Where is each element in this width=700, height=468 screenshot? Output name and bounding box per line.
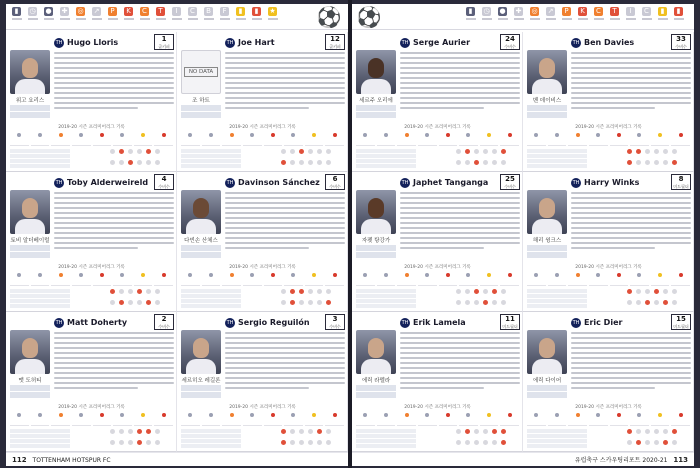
stat-caption: 2019-20 시즌 프리미어리그 기록	[575, 125, 642, 130]
spurs-badge-icon: TH	[55, 39, 63, 46]
squad-number: 11	[505, 315, 515, 323]
player-position: 수비수	[158, 324, 170, 329]
yellow-card-icon: ▮	[656, 7, 669, 22]
assists-icon: ✚	[512, 7, 525, 22]
rating-icon: ★	[266, 7, 279, 22]
spurs-badge-icon: TH	[226, 39, 234, 46]
season-stats	[356, 264, 519, 309]
player-card	[523, 172, 694, 312]
stat-caption: 2019-20 시즌 프리미어리그 기록	[58, 125, 125, 130]
player-korean-name: 에릭 다이어	[532, 378, 562, 384]
player-name: Japhet Tanganga	[413, 178, 489, 187]
squad-number: 12	[330, 35, 340, 43]
player-photo	[181, 190, 221, 234]
career-summary	[356, 385, 396, 399]
player-name: Davinson Sánchez	[238, 178, 320, 187]
player-silhouette-icon: ⚽	[316, 5, 342, 29]
stat-caption: 2019-20 시즌 프리미어리그 기록	[58, 405, 125, 410]
player-position: 미드필더	[673, 184, 689, 189]
player-name: Harry Winks	[584, 178, 640, 187]
player-korean-name: 조 하트	[192, 98, 210, 104]
pass-accuracy-icon: P	[106, 7, 119, 22]
player-korean-name: 벤 데이비스	[532, 98, 562, 104]
squad-number-box	[325, 314, 345, 330]
player-photo	[10, 190, 50, 234]
player-photo	[181, 50, 221, 94]
squad-number: 24	[505, 35, 515, 43]
season-stats	[356, 404, 519, 449]
squad-number-box	[671, 174, 691, 190]
season-stats	[181, 404, 344, 449]
player-position: 미드필더	[673, 324, 689, 329]
spurs-badge-icon: TH	[572, 319, 580, 326]
career-summary	[356, 245, 396, 259]
player-korean-name: 토비 알더베이럴	[10, 238, 50, 244]
stat-caption: 2019-20 시즌 프리미어리그 기록	[229, 125, 296, 130]
player-bio	[54, 52, 174, 112]
right-page-footer	[352, 452, 694, 466]
player-position: 미드필더	[502, 324, 518, 329]
spurs-badge-icon: TH	[401, 319, 409, 326]
player-grid-left	[6, 32, 348, 452]
player-card	[352, 172, 523, 312]
player-bio	[400, 192, 520, 252]
player-bio	[225, 52, 345, 112]
player-korean-name: 위고 요리스	[15, 98, 45, 104]
player-photo	[10, 50, 50, 94]
player-card	[6, 312, 177, 452]
clearances-icon: C	[640, 7, 653, 22]
career-summary	[181, 245, 221, 259]
player-name: Sergio Reguilón	[238, 318, 310, 327]
stat-legend-icons	[464, 7, 685, 22]
legend-bar	[6, 4, 348, 30]
crosses-icon: C	[138, 7, 151, 22]
goals-icon: ●	[42, 7, 55, 22]
squad-number: 3	[332, 315, 338, 323]
player-position: 수비수	[504, 44, 516, 49]
player-photo	[356, 330, 396, 374]
squad-number: 4	[161, 175, 167, 183]
player-korean-name: 세르히오 레길론	[181, 378, 221, 384]
squad-number-box	[325, 34, 345, 50]
interceptions-icon: I	[624, 7, 637, 22]
player-card	[6, 32, 177, 172]
running-title: 유럽축구 스카우팅리포트 2020-21	[574, 457, 668, 464]
player-photo	[181, 330, 221, 374]
clearances-icon: C	[186, 7, 199, 22]
player-grid-right	[352, 32, 694, 452]
stat-caption: 2019-20 시즌 프리미어리그 기록	[404, 405, 471, 410]
player-card	[523, 312, 694, 452]
tackles-icon: T	[154, 7, 167, 22]
running-title: TOTTENHAM HOTSPUR FC	[32, 457, 111, 464]
squad-number-box	[154, 174, 174, 190]
passes-icon: ↗	[90, 7, 103, 22]
spurs-badge-icon: TH	[572, 179, 580, 186]
player-bio	[54, 192, 174, 252]
stat-caption: 2019-20 시즌 프리미어리그 기록	[404, 265, 471, 270]
crosses-icon: C	[592, 7, 605, 22]
player-name: Eric Dier	[584, 318, 623, 327]
spurs-badge-icon: TH	[572, 39, 580, 46]
season-stats	[10, 124, 173, 169]
player-bio	[571, 52, 691, 112]
season-stats	[181, 264, 344, 309]
player-card	[177, 312, 348, 452]
shots-icon: ◎	[74, 7, 87, 22]
player-korean-name: 자펫 탕강가	[361, 238, 391, 244]
player-name: Joe Hart	[238, 38, 275, 47]
appearances-icon: ▮	[464, 7, 477, 22]
yellow-card-icon: ▮	[234, 7, 247, 22]
player-card	[177, 172, 348, 312]
career-summary	[527, 245, 567, 259]
career-summary	[527, 105, 567, 119]
no-data-label: NO DATA	[184, 67, 218, 77]
red-card-icon: ▮	[250, 7, 263, 22]
left-page-footer	[6, 452, 348, 466]
player-card	[352, 32, 523, 172]
player-bio	[571, 332, 691, 392]
pass-accuracy-icon: P	[560, 7, 573, 22]
spurs-badge-icon: TH	[226, 179, 234, 186]
player-silhouette-icon: ⚽	[356, 5, 382, 29]
left-page	[6, 4, 348, 466]
player-korean-name: 세르주 오리에	[359, 98, 393, 104]
minutes-icon: ◷	[480, 7, 493, 22]
squad-number-box	[500, 34, 520, 50]
player-card	[352, 312, 523, 452]
player-photo	[527, 190, 567, 234]
player-name: Ben Davies	[584, 38, 635, 47]
player-photo	[356, 190, 396, 234]
player-card	[523, 32, 694, 172]
right-page	[352, 4, 694, 466]
player-card	[177, 32, 348, 172]
player-name: Erik Lamela	[413, 318, 466, 327]
player-position: 골키퍼	[329, 44, 341, 49]
squad-number-box	[671, 34, 691, 50]
stat-legend-icons	[10, 7, 279, 22]
player-card	[6, 172, 177, 312]
season-stats	[10, 264, 173, 309]
spurs-badge-icon: TH	[55, 179, 63, 186]
squad-number-box	[500, 174, 520, 190]
squad-number-box	[154, 34, 174, 50]
assists-icon: ✚	[58, 7, 71, 22]
squad-number: 15	[676, 315, 686, 323]
passes-icon: ↗	[544, 7, 557, 22]
season-stats	[356, 124, 519, 169]
player-bio	[54, 332, 174, 392]
stat-caption: 2019-20 시즌 프리미어리그 기록	[575, 265, 642, 270]
squad-number-box	[154, 314, 174, 330]
career-summary	[10, 385, 50, 399]
red-card-icon: ▮	[672, 7, 685, 22]
season-stats	[10, 404, 173, 449]
player-korean-name: 에릭 라멜라	[361, 378, 391, 384]
stat-caption: 2019-20 시즌 프리미어리그 기록	[58, 265, 125, 270]
squad-number: 8	[678, 175, 684, 183]
player-name: Serge Aurier	[413, 38, 471, 47]
squad-number: 2	[161, 315, 167, 323]
player-position: 수비수	[675, 44, 687, 49]
key-passes-icon: K	[122, 7, 135, 22]
player-korean-name: 해리 윙크스	[532, 238, 562, 244]
tackles-icon: T	[608, 7, 621, 22]
player-bio	[225, 192, 345, 252]
career-summary	[527, 385, 567, 399]
goals-icon: ●	[496, 7, 509, 22]
player-korean-name: 맷 도허티	[18, 378, 42, 384]
career-summary	[181, 385, 221, 399]
minutes-icon: ◷	[26, 7, 39, 22]
squad-number-box	[671, 314, 691, 330]
player-position: 수비수	[329, 324, 341, 329]
player-korean-name: 다빈손 산체스	[184, 238, 218, 244]
player-name: Hugo Lloris	[67, 38, 119, 47]
squad-number-box	[325, 174, 345, 190]
player-bio	[400, 52, 520, 112]
player-photo	[527, 50, 567, 94]
squad-number: 1	[161, 35, 167, 43]
shots-icon: ◎	[528, 7, 541, 22]
appearances-icon: ▮	[10, 7, 23, 22]
season-stats	[527, 124, 690, 169]
player-position: 수비수	[329, 184, 341, 189]
player-position: 수비수	[158, 184, 170, 189]
player-photo	[356, 50, 396, 94]
career-summary	[10, 105, 50, 119]
spurs-badge-icon: TH	[226, 319, 234, 326]
page-number: 113	[673, 456, 688, 464]
season-stats	[527, 264, 690, 309]
interceptions-icon: I	[170, 7, 183, 22]
legend-bar	[352, 4, 694, 30]
career-summary	[356, 105, 396, 119]
page-number: 112	[12, 456, 27, 464]
key-passes-icon: K	[576, 7, 589, 22]
player-photo	[527, 330, 567, 374]
stat-caption: 2019-20 시즌 프리미어리그 기록	[404, 125, 471, 130]
squad-number: 25	[505, 175, 515, 183]
stat-caption: 2019-20 시즌 프리미어리그 기록	[229, 405, 296, 410]
fouls-icon: F	[218, 7, 231, 22]
squad-number: 6	[332, 175, 338, 183]
spurs-badge-icon: TH	[401, 39, 409, 46]
stat-caption: 2019-20 시즌 프리미어리그 기록	[575, 405, 642, 410]
stat-caption: 2019-20 시즌 프리미어리그 기록	[229, 265, 296, 270]
blocks-icon: B	[202, 7, 215, 22]
spurs-badge-icon: TH	[55, 319, 63, 326]
player-name: Matt Doherty	[67, 318, 128, 327]
player-bio	[400, 332, 520, 392]
squad-number-box	[500, 314, 520, 330]
career-summary	[10, 245, 50, 259]
season-stats	[527, 404, 690, 449]
player-position: 골키퍼	[158, 44, 170, 49]
player-name: Toby Alderweireld	[67, 178, 149, 187]
player-photo	[10, 330, 50, 374]
player-position: 수비수	[504, 184, 516, 189]
squad-number: 33	[676, 35, 686, 43]
player-bio	[225, 332, 345, 392]
career-summary	[181, 105, 221, 119]
player-bio	[571, 192, 691, 252]
season-stats	[181, 124, 344, 169]
spurs-badge-icon: TH	[401, 179, 409, 186]
